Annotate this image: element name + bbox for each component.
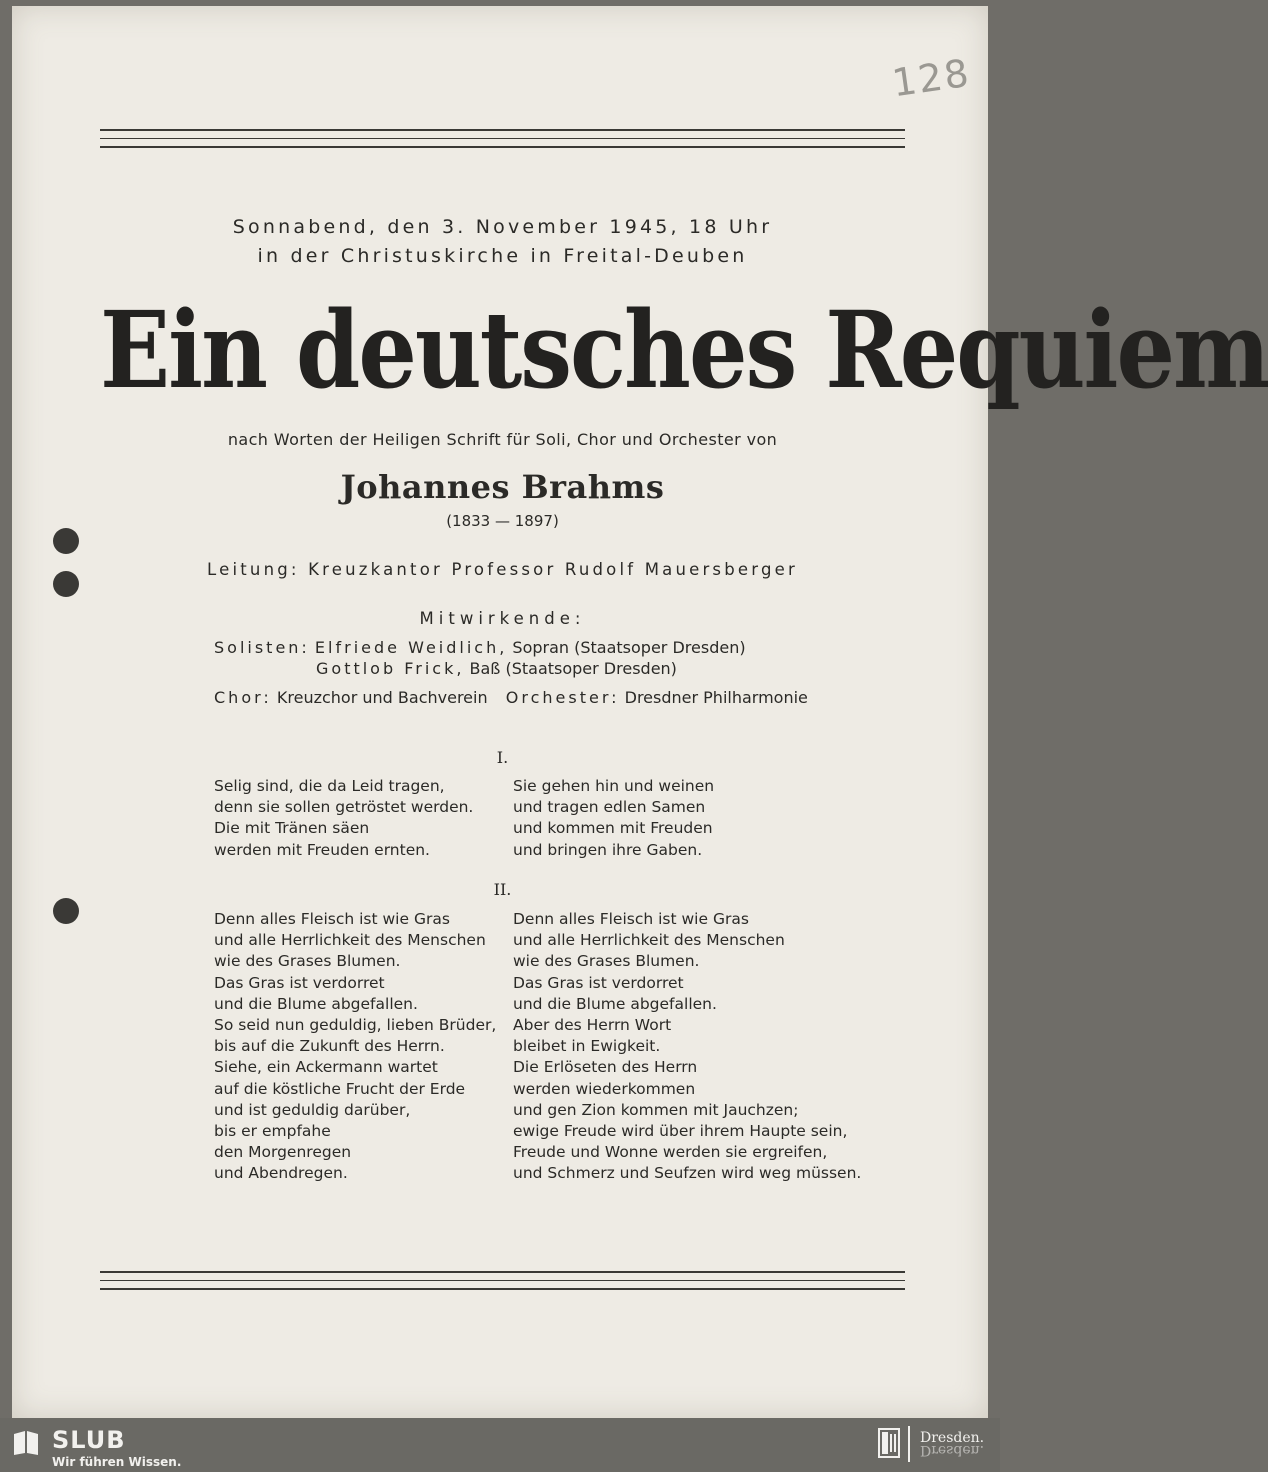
section-2-left-column: [214, 909, 496, 1185]
soloist-name: Elfriede Weidlich,: [314, 638, 508, 657]
verse-line: und kommen mit Freuden: [513, 819, 713, 838]
verse-line: und Abendregen.: [214, 1164, 348, 1183]
section-numeral: II.: [493, 880, 512, 899]
top-rule-3: [100, 146, 905, 148]
performers-heading: Mitwirkende:: [419, 609, 586, 628]
footer-divider: [908, 1426, 910, 1462]
bottom-rule-2: [100, 1280, 905, 1281]
dresden-crest-icon: [878, 1428, 900, 1458]
orchestra-value: Dresdner Philharmonie: [624, 688, 808, 707]
section-1-right-column: [513, 776, 714, 861]
verse-line: und die Blume abgefallen.: [214, 994, 418, 1013]
verse-line: Aber des Herrn Wort: [513, 1016, 672, 1035]
bottom-rule-1: [100, 1271, 905, 1273]
soloist-row-1: [214, 638, 746, 657]
verse-line: Die mit Tränen säen: [214, 819, 370, 838]
section-numeral: I.: [496, 748, 509, 767]
footer-bar: [0, 1418, 1000, 1472]
verse-line: Denn alles Fleisch ist wie Gras: [214, 910, 450, 928]
verse-line: und bringen ihre Gaben.: [513, 840, 703, 859]
verse-line: den Morgenregen: [214, 1143, 352, 1162]
slub-tagline: Wir führen Wissen.: [52, 1455, 182, 1469]
event-date: Sonnabend, den 3. November 1945, 18 Uhr: [232, 216, 773, 238]
verse-line: Das Gras ist verdorret: [513, 973, 684, 992]
dresden-text: Dresden.: [920, 1430, 985, 1446]
verse-line: bleibet in Ewigkeit.: [513, 1037, 661, 1056]
top-rule-1: [100, 129, 905, 131]
verse-line: Freude und Wonne werden sie ergreifen,: [513, 1143, 828, 1162]
composer-dates: (1833 — 1897): [446, 512, 559, 530]
verse-line: bis er empfahe: [214, 1122, 331, 1141]
verse-line: und Schmerz und Seufzen wird weg müssen.: [513, 1164, 862, 1183]
choir-label: Chor:: [214, 688, 272, 707]
archive-number: 128: [889, 50, 974, 106]
verse-line: und tragen edlen Samen: [513, 798, 706, 817]
verse-line: und gen Zion kommen mit Jauchzen;: [513, 1100, 799, 1119]
soloists-label: Solisten:: [214, 638, 310, 657]
verse-line: auf die köstliche Frucht der Erde: [214, 1079, 466, 1098]
verse-line: bis auf die Zukunft des Herrn.: [214, 1037, 445, 1056]
verse-line: und alle Herrlichkeit des Menschen: [513, 931, 785, 950]
verse-line: werden wiederkommen: [513, 1079, 696, 1098]
soloist-role: Baß (Staatsoper Dresden): [469, 659, 677, 678]
bottom-rule-3: [100, 1288, 905, 1290]
soloist-row-2: [316, 659, 677, 678]
top-rule-2: [100, 138, 905, 139]
composer-name: Johannes Brahms: [340, 468, 665, 506]
choir-value: Kreuzchor und Bachverein: [276, 688, 488, 707]
slub-brand[interactable]: SLUB: [52, 1426, 126, 1454]
verse-line: wie des Grases Blumen.: [214, 952, 401, 971]
work-title: Ein deutsches Requiem: [100, 287, 1268, 413]
punch-hole: [53, 528, 79, 554]
work-subtitle: nach Worten der Heiligen Schrift für Soli, Chor und Orchester von: [227, 430, 778, 449]
verse-line: Das Gras ist verdorret: [214, 973, 385, 992]
verse-line: denn sie sollen getröstet werden.: [214, 798, 474, 817]
verse-line: Sie gehen hin und weinen: [513, 777, 715, 795]
verse-line: Denn alles Fleisch ist wie Gras: [513, 910, 749, 928]
book-icon[interactable]: [12, 1428, 40, 1456]
soloist-role: Sopran (Staatsoper Dresden): [512, 638, 746, 657]
verse-line: Siehe, ein Ackermann wartet: [214, 1058, 438, 1077]
verse-line: Die Erlöseten des Herrn: [513, 1058, 698, 1077]
dresden-logo[interactable]: [920, 1430, 984, 1458]
verse-line: wie des Grases Blumen.: [513, 952, 700, 971]
verse-line: und alle Herrlichkeit des Menschen: [214, 931, 486, 950]
soloist-name: Gottlob Frick,: [316, 659, 465, 678]
verse-line: und ist geduldig darüber,: [214, 1100, 411, 1119]
punch-hole: [53, 571, 79, 597]
verse-line: ewige Freude wird über ihrem Haupte sein,: [513, 1122, 848, 1141]
orchestra-label: Orchester:: [505, 688, 620, 707]
verse-line: und die Blume abgefallen.: [513, 994, 717, 1013]
section-2-right-column: [513, 909, 861, 1185]
punch-hole: [53, 898, 79, 924]
verse-line: werden mit Freuden ernten.: [214, 840, 430, 859]
verse-line: Selig sind, die da Leid tragen,: [214, 777, 445, 795]
event-venue: in der Christuskirche in Freital-Deuben: [257, 245, 748, 267]
dresden-text-reflection: Dresden.: [920, 1442, 985, 1458]
conductor: Leitung: Kreuzkantor Professor Rudolf Mauersberger: [207, 560, 798, 579]
section-1-left-column: [214, 776, 473, 861]
verse-line: So seid nun geduldig, lieben Brüder,: [214, 1016, 497, 1035]
ensembles-row: [214, 688, 808, 707]
